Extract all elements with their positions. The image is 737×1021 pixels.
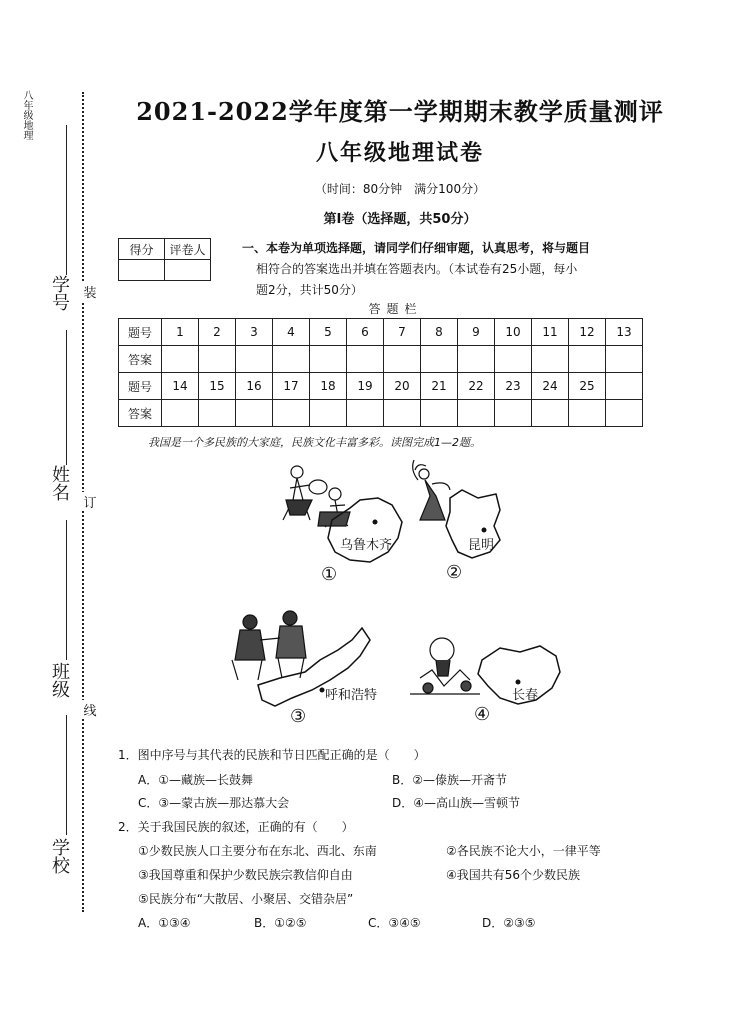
answer-cell[interactable] bbox=[162, 346, 199, 373]
city-dot-urumqi bbox=[373, 520, 378, 525]
answer-cell[interactable] bbox=[310, 400, 347, 427]
figure-intro: 我国是一个多民族的大家庭，民族文化丰富多彩。读图完成1—2题。 bbox=[148, 436, 481, 449]
grader-label: 评卷人 bbox=[165, 239, 211, 260]
grader-cell[interactable] bbox=[165, 260, 211, 281]
answer-cell[interactable] bbox=[421, 400, 458, 427]
answer-cell[interactable] bbox=[421, 346, 458, 373]
panel-number-3: ③ bbox=[290, 706, 307, 727]
answer-cell[interactable] bbox=[162, 400, 199, 427]
panel-number-1: ① bbox=[321, 564, 338, 585]
question-2-statement-4: ④我国共有56个少数民族 bbox=[446, 868, 581, 882]
city-dot-hohhot bbox=[320, 688, 325, 693]
answer-cell[interactable] bbox=[236, 400, 273, 427]
q-number: 18 bbox=[310, 373, 347, 400]
answer-cell[interactable] bbox=[347, 346, 384, 373]
score-box bbox=[118, 238, 211, 281]
q-number bbox=[606, 373, 643, 400]
question-2-option-a[interactable]: A．①③④ bbox=[138, 916, 191, 930]
question-1-stem: 1．图中序号与其代表的民族和节日匹配正确的是（ ） bbox=[118, 748, 426, 762]
exam-title: 2021-2022学年度第一学期期末教学质量测评 bbox=[136, 97, 664, 126]
q-number: 23 bbox=[495, 373, 532, 400]
question-2-statement-1: ①少数民族人口主要分布在东北、西北、东南 bbox=[138, 844, 377, 858]
number-row-2 bbox=[119, 373, 643, 400]
dancers-illustration-1 bbox=[283, 466, 350, 527]
row-label: 题号 bbox=[119, 319, 162, 346]
field-text: 班级 bbox=[49, 662, 70, 698]
answer-row-1 bbox=[119, 346, 643, 373]
q-number: 2 bbox=[199, 319, 236, 346]
row-label: 题号 bbox=[119, 373, 162, 400]
number-row-1 bbox=[119, 319, 643, 346]
field-text: 学校 bbox=[49, 838, 70, 874]
vertical-note-text: 八年级地理 bbox=[21, 90, 32, 140]
answer-cell[interactable] bbox=[273, 400, 310, 427]
swing-illustration-4 bbox=[410, 638, 480, 694]
dancer-illustration-2 bbox=[413, 460, 450, 520]
q-number: 8 bbox=[421, 319, 458, 346]
q-number: 11 bbox=[532, 319, 569, 346]
question-2-option-b[interactable]: B．①②⑤ bbox=[254, 916, 307, 930]
city-dot-kunming bbox=[482, 528, 487, 533]
instructions-line-2: 相符合的答案选出并填在答题表内。（本试卷有25小题，每小 bbox=[256, 262, 578, 276]
answer-cell[interactable] bbox=[273, 346, 310, 373]
field-label-name bbox=[48, 465, 70, 501]
q-number: 5 bbox=[310, 319, 347, 346]
question-2-option-d[interactable]: D．②③⑤ bbox=[482, 916, 536, 930]
binding-char-xian: 线 bbox=[82, 700, 98, 719]
field-label-school bbox=[48, 838, 70, 874]
q-number: 3 bbox=[236, 319, 273, 346]
wrestlers-illustration-3 bbox=[232, 611, 306, 680]
binding-char-zhuang: 装 bbox=[82, 282, 98, 301]
q-number: 25 bbox=[569, 373, 606, 400]
q-number: 14 bbox=[162, 373, 199, 400]
answer-cell[interactable] bbox=[606, 400, 643, 427]
q-number: 7 bbox=[384, 319, 421, 346]
instructions-line-3: 题2分，共计50分） bbox=[256, 283, 363, 297]
answer-sheet-table bbox=[118, 318, 643, 427]
answer-row-2 bbox=[119, 400, 643, 427]
q-number: 9 bbox=[458, 319, 495, 346]
field-label-class bbox=[48, 662, 70, 698]
q-number: 15 bbox=[199, 373, 236, 400]
field-line-school[interactable] bbox=[66, 715, 67, 835]
question-1-option-b[interactable]: B．②—傣族—开斋节 bbox=[392, 773, 507, 787]
exam-meta: （时间：80分钟 满分100分） bbox=[314, 182, 486, 196]
q-number: 13 bbox=[606, 319, 643, 346]
q-number: 6 bbox=[347, 319, 384, 346]
answer-label: 答案 bbox=[119, 346, 162, 373]
vertical-note bbox=[20, 90, 34, 140]
q-number: 21 bbox=[421, 373, 458, 400]
answer-cell[interactable] bbox=[199, 400, 236, 427]
answer-cell[interactable] bbox=[236, 346, 273, 373]
question-1-option-d[interactable]: D．④—高山族—雪顿节 bbox=[392, 796, 520, 810]
exam-subtitle: 八年级地理试卷 bbox=[315, 140, 484, 166]
answer-cell[interactable] bbox=[532, 400, 569, 427]
question-2-statement-2: ②各民族不论大小，一律平等 bbox=[446, 844, 601, 858]
q-number: 17 bbox=[273, 373, 310, 400]
field-text: 姓名 bbox=[49, 465, 70, 501]
answer-cell[interactable] bbox=[495, 346, 532, 373]
question-2-statement-3: ③我国尊重和保护少数民族宗教信仰自由 bbox=[138, 868, 353, 882]
panel-number-2: ② bbox=[446, 562, 463, 583]
panel-number-4: ④ bbox=[474, 704, 491, 725]
answer-cell[interactable] bbox=[569, 400, 606, 427]
city-label-changchun: 长春 bbox=[512, 688, 539, 703]
question-2-stem: 2．关于我国民族的叙述，正确的有（ ） bbox=[118, 820, 354, 834]
q-number: 1 bbox=[162, 319, 199, 346]
answer-cell[interactable] bbox=[458, 346, 495, 373]
answer-cell[interactable] bbox=[310, 346, 347, 373]
score-cell[interactable] bbox=[119, 260, 165, 281]
answer-sheet-caption: 答题栏 bbox=[368, 302, 423, 316]
answer-cell[interactable] bbox=[199, 346, 236, 373]
answer-cell[interactable] bbox=[384, 346, 421, 373]
answer-cell[interactable] bbox=[458, 400, 495, 427]
question-1-option-c[interactable]: C．③—蒙古族—那达慕大会 bbox=[138, 796, 290, 810]
answer-cell[interactable] bbox=[532, 346, 569, 373]
question-2-option-c[interactable]: C．③④⑤ bbox=[368, 916, 421, 930]
answer-cell[interactable] bbox=[384, 400, 421, 427]
q-number: 24 bbox=[532, 373, 569, 400]
field-label-student-id bbox=[48, 275, 70, 311]
q-number: 16 bbox=[236, 373, 273, 400]
answer-cell[interactable] bbox=[495, 400, 532, 427]
field-line-name[interactable] bbox=[66, 330, 67, 465]
q-number: 10 bbox=[495, 319, 532, 346]
binding-char-ding: 订 bbox=[82, 492, 98, 511]
field-line-class[interactable] bbox=[66, 520, 67, 660]
q-number: 19 bbox=[347, 373, 384, 400]
q-number: 4 bbox=[273, 319, 310, 346]
city-label-kunming: 昆明 bbox=[468, 538, 495, 553]
answer-cell[interactable] bbox=[569, 346, 606, 373]
q-number: 12 bbox=[569, 319, 606, 346]
question-1-option-a[interactable]: A．①—藏族—长鼓舞 bbox=[138, 773, 253, 787]
score-label: 得分 bbox=[119, 239, 165, 260]
instructions-line-1: 一、本卷为单项选择题，请同学们仔细审题，认真思考，将与题目 bbox=[242, 241, 591, 255]
city-label-hohhot: 呼和浩特 bbox=[325, 688, 378, 703]
field-line-student-id[interactable] bbox=[66, 125, 67, 275]
instructions bbox=[242, 238, 662, 301]
section-title: 第Ⅰ卷（选择题，共50分） bbox=[323, 212, 477, 227]
question-2-statement-5: ⑤民族分布“大散居、小聚居、交错杂居” bbox=[138, 892, 354, 906]
city-label-urumqi: 乌鲁木齐 bbox=[340, 538, 393, 553]
field-text: 学号 bbox=[49, 275, 70, 311]
q-number: 20 bbox=[384, 373, 421, 400]
q-number: 22 bbox=[458, 373, 495, 400]
answer-cell[interactable] bbox=[347, 400, 384, 427]
answer-cell[interactable] bbox=[606, 346, 643, 373]
answer-label: 答案 bbox=[119, 400, 162, 427]
